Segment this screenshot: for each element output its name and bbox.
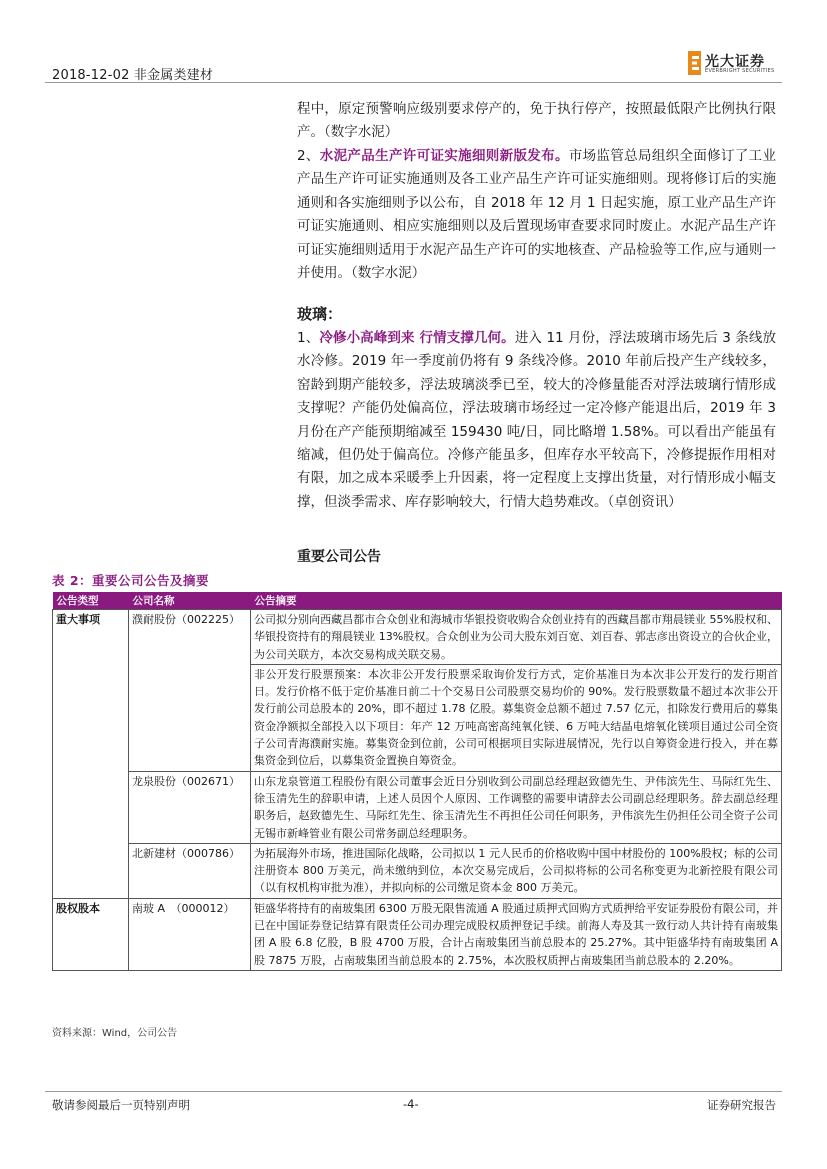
item-number: 2、 [297, 148, 320, 164]
header-summary: 公告摘要 [251, 592, 782, 610]
cell-company: 龙泉股份（002671） [129, 771, 251, 843]
highlight-title: 冷修小高峰到来 行情支撑几何。 [319, 330, 515, 346]
paragraph-glass-1 [297, 327, 776, 514]
table-source: 资料来源：Wind，公司公告 [52, 1028, 178, 1039]
cell-summary: 山东龙泉管道工程股份有限公司董事会近日分别收到公司副总经理赵致德先生、尹伟滨先生、马际红先生、徐玉清先生的辞职申请，上述人员因个人原因、工作调整的需要申请辞去公司副总经理职务。辞去副总经理职务后，赵致德先生、马际红先生、徐玉清先生不再担任公司任何职务，尹伟滨先生仍担任公司全资子公司无锡市新峰管业有限公司常务副总经理职务。 [251, 771, 782, 843]
header-divider [45, 82, 782, 83]
cell-company: 南玻 A （000012） [129, 898, 251, 970]
disclaimer-note: 敬请参阅最后一页特别声明 [52, 1098, 190, 1112]
logo-name: 光大证券 [705, 54, 765, 70]
report-date-sector: 2018-12-02 非金属类建材 [52, 68, 214, 83]
cell-summary: 钜盛华将持有的南玻集团 6300 万股无限售流通 A 股通过质押式回购方式质押给平安证券股份有限公司，并已在中国证券登记结算有限责任公司办理完成股权质押登记手续。前海人寿及其一致行动人共计持有南玻集团 A 股 6.8 亿股，B 股 4700 万股，合计占南玻集团当前总股本的 25.27%。其中钜盛华持有南玻集团 A 股 7875 万股，占南玻集团当前总股本的 2.75%，本次股权质押占南玻集团当前总股本的 2.20%。 [251, 898, 782, 970]
table-header-row [53, 592, 782, 610]
table-row [53, 898, 782, 970]
cell-summary: 非公开发行股票预案：本次非公开发行股票采取询价发行方式，定价基准日为本次非公开发行的发行期首日。发行价格不低于定价基准日前二十个交易日公司股票交易均价的 90%。发行股票数量不超过本次非公开发行前公司总股本的 20%，即不超过 1.78 亿股。募集资金总额不超过 7.57 亿元，扣除发行费用后的募集资金净额拟全部投入以下项目：年产 12 万吨高密高纯氧化镁、6 万吨大结晶电熔氧化镁项目通过公司全资子公司青海濮耐实施。募集资金到位前，公司可根据项目实际进展情况，先行以自筹资金进行投入，并在募集资金到位后，以募集资金置换自筹资金。 [251, 664, 782, 771]
everbright-logo [688, 50, 784, 78]
paragraph-cement-1: 程中，原定预警响应级别要求停产的，免于执行停产，按照最低限产比例执行限产。（数字水泥） [297, 101, 776, 141]
cell-company: 濮耐股份（002225） [129, 610, 251, 772]
footer-divider [45, 1091, 782, 1092]
logo-mark-icon [688, 51, 701, 75]
paragraph-text: 市场监管总局组织全面修订了工业产品生产许可证实施通则及各工业产品生产许可证实施细则。现将修订后的实施通则和各实施细则予以公布，自 2018 年 12 月 1 日起实施，原工业产品生产许可证实施通则、相应实施细则以及后置现场审查要求同时废止。水泥产品生产许可证实施细则适用于水泥产品生产许可的实地核查、产品检验等工作,应与通则一并使用。（数字水泥） [297, 148, 777, 282]
header-type: 公告类型 [53, 592, 129, 610]
table-row [53, 610, 782, 665]
cell-type: 重大事项 [53, 610, 129, 899]
table-row [53, 843, 782, 898]
report-type: 证券研究报告 [707, 1098, 776, 1112]
paragraph-text: 进入 11 月份，浮法玻璃市场先后 3 条线放水冷修。2019 年一季度前仍将有 9 条线冷修。2010 年前后投产生产线较多，窑龄到期产能较多，浮法玻璃淡季已至，较大的冷修量能否对浮法玻璃行情形成支撑呢？产能仍处偏高位，浮法玻璃市场经过一定冷修产能退出后，2019 年 3 月份在产产能预期缩减至 159430 吨/日，同比略增 1.58%。可以看出产能虽有缩减，但仍处于偏高位。冷修产能虽多，但库存水平较高下，冷修提振作用相对有限，加之成本采暖季上升因素，将一定程度上支撑出货量，对行情形成小幅支撑，但淡季需求、库存影响较大，行情大趋势难改。（卓创资讯） [297, 330, 776, 510]
table-row [53, 771, 782, 843]
page-number: -4- [403, 1097, 419, 1111]
logo-subtitle: EVERBRIGHT SECURITIES [705, 68, 775, 74]
cell-company: 北新建材（000786） [129, 843, 251, 898]
paragraph-cement-2 [297, 145, 776, 285]
cell-summary: 公司拟分别向西藏昌都市合众创业和海城市华银投资收购合众创业持有的西藏昌都市翔晨镁业 55%股权和、华银投资持有的翔晨镁业 13%股权。合众创业为公司大股东刘百宽、刘百春、郭志彦出资设立的合伙企业，为公司关联方，本次交易构成关联交易。 [251, 610, 782, 665]
glass-heading: 玻璃： [297, 305, 343, 323]
header-company: 公司名称 [129, 592, 251, 610]
cell-summary: 为拓展海外市场，推进国际化战略，公司拟以 1 元人民币的价格收购中国中材股份的 100%股权；标的公司注册资本 800 万美元，尚未缴纳到位，本次交易完成后，公司拟将标的公司名称变更为北新控股有限公司（以有权机构审批为准），并拟向标的公司缴足资本金 800 万美元。 [251, 843, 782, 898]
item-number: 1、 [297, 330, 320, 346]
table-caption: 表 2：重要公司公告及摘要 [52, 573, 210, 588]
highlight-title: 水泥产品生产许可证实施细则新版发布。 [319, 148, 569, 164]
section-title: 重要公司公告 [297, 549, 381, 565]
cell-type: 股权股本 [53, 898, 129, 970]
announcement-table [52, 592, 782, 971]
